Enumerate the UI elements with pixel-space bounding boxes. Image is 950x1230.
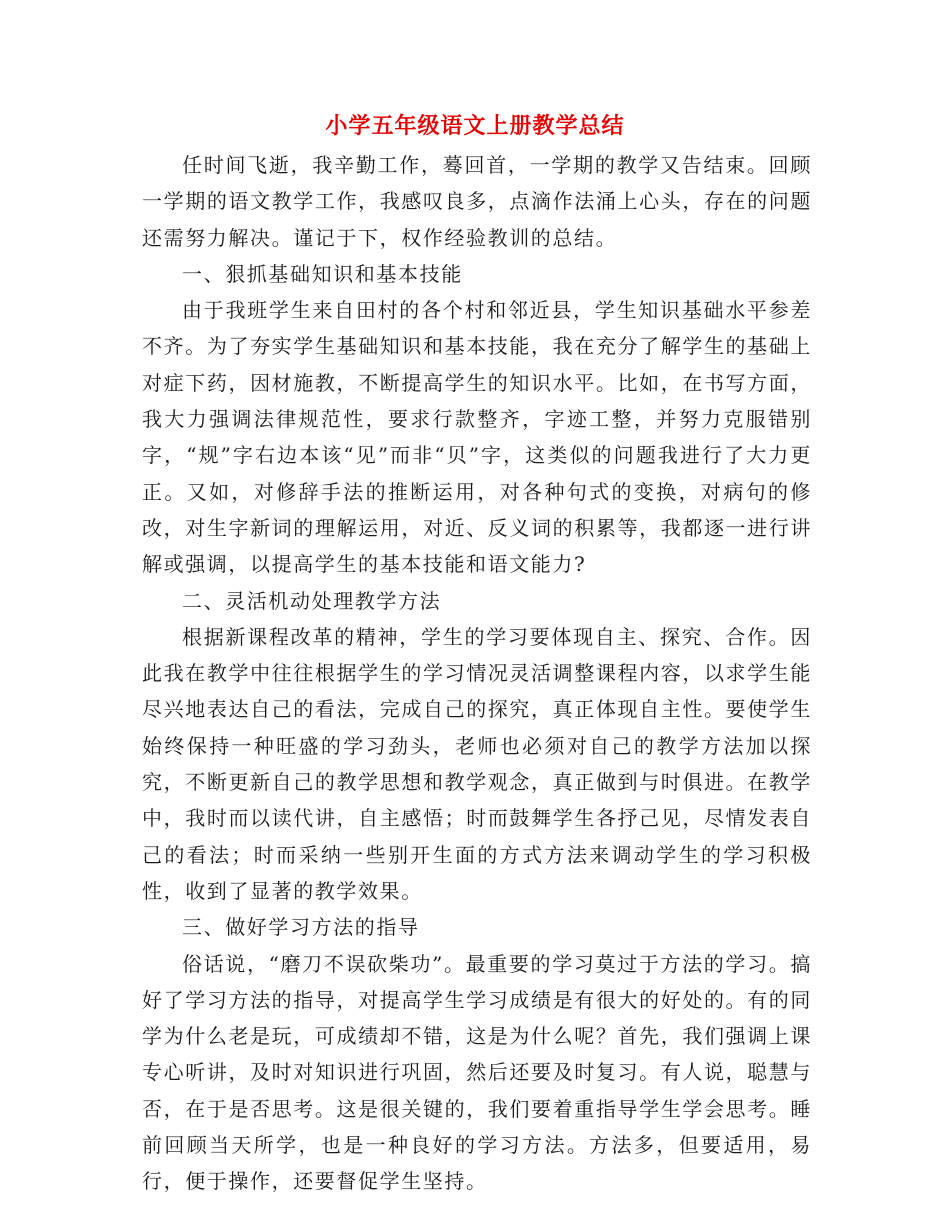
section-heading-1: 一、狠抓基础知识和基本技能 (182, 261, 463, 286)
section-heading-3: 三、做好学习方法的指导 (182, 915, 420, 940)
document-title: 小学五年级语文上册教学总结 (325, 113, 625, 139)
intro-paragraph: 任时间飞逝，我辛勤工作，蓦回首，一学期的教学又告结束。回顾一学期的语文教学工作，我感叹良多，点滴作法涌上心头，存在的问题还需努力解决。谨记于下，权作经验教训的总结。 (142, 153, 812, 250)
section-paragraph-2: 根据新课程改革的精神，学生的学习要体现自主、探究、合作。因此我在教学中往往根据学生的学习情况灵活调整课程内容，以求学生能尽兴地表达自己的看法，完成自己的探究，真正体现自主性。要使学生始终保持一种旺盛的学习劲头，老师也必须对自己的教学方法加以探究，不断更新自己的教学思想和教学观念，真正做到与时俱进。在教学中，我时而以读代讲，自主感悟；时而鼓舞学生各抒己见，尽情发表自己的看法；时而采纳一些别开生面的方式方法来调动学生的学习积极性，收到了显著的教学效果。 (142, 624, 812, 903)
document-body (142, 147, 812, 1200)
section-paragraph-1: 由于我班学生来自田村的各个村和邻近县，学生知识基础水平参差不齐。为了夯实学生基础知识和基本技能，我在充分了解学生的基础上对症下药，因材施教，不断提高学生的知识水平。比如，在书写方面，我大力强调法律规范性，要求行款整齐，字迹工整，并努力克服错别字，“规”字右边本该“见”而非“贝”字，这类似的问题我进行了大力更正。又如，对修辞手法的推断运用，对各种句式的变换，对病句的修改，对生字新词的理解运用，对近、反义词的积累等，我都逐一进行讲解或强调，以提高学生的基本技能和语文能力? (142, 298, 812, 577)
section-paragraph-3: 俗话说，“磨刀不误砍柴功”。最重要的学习莫过于方法的学习。搞好了学习方法的指导，对提高学生学习成绩是有很大的好处的。有的同学为什么老是玩，可成绩却不错，这是为什么呢？首先，我们强调上课专心听讲，及时对知识进行巩固，然后还要及时复习。有人说，聪慧与否，在于是否思考。这是很关键的，我们要着重指导学生学会思考。睡前回顾当天所学，也是一种良好的学习方法。方法多，但要适用，易行，便于操作，还要督促学生坚持。 (142, 951, 812, 1194)
section-heading-2: 二、灵活机动处理教学方法 (182, 588, 442, 613)
